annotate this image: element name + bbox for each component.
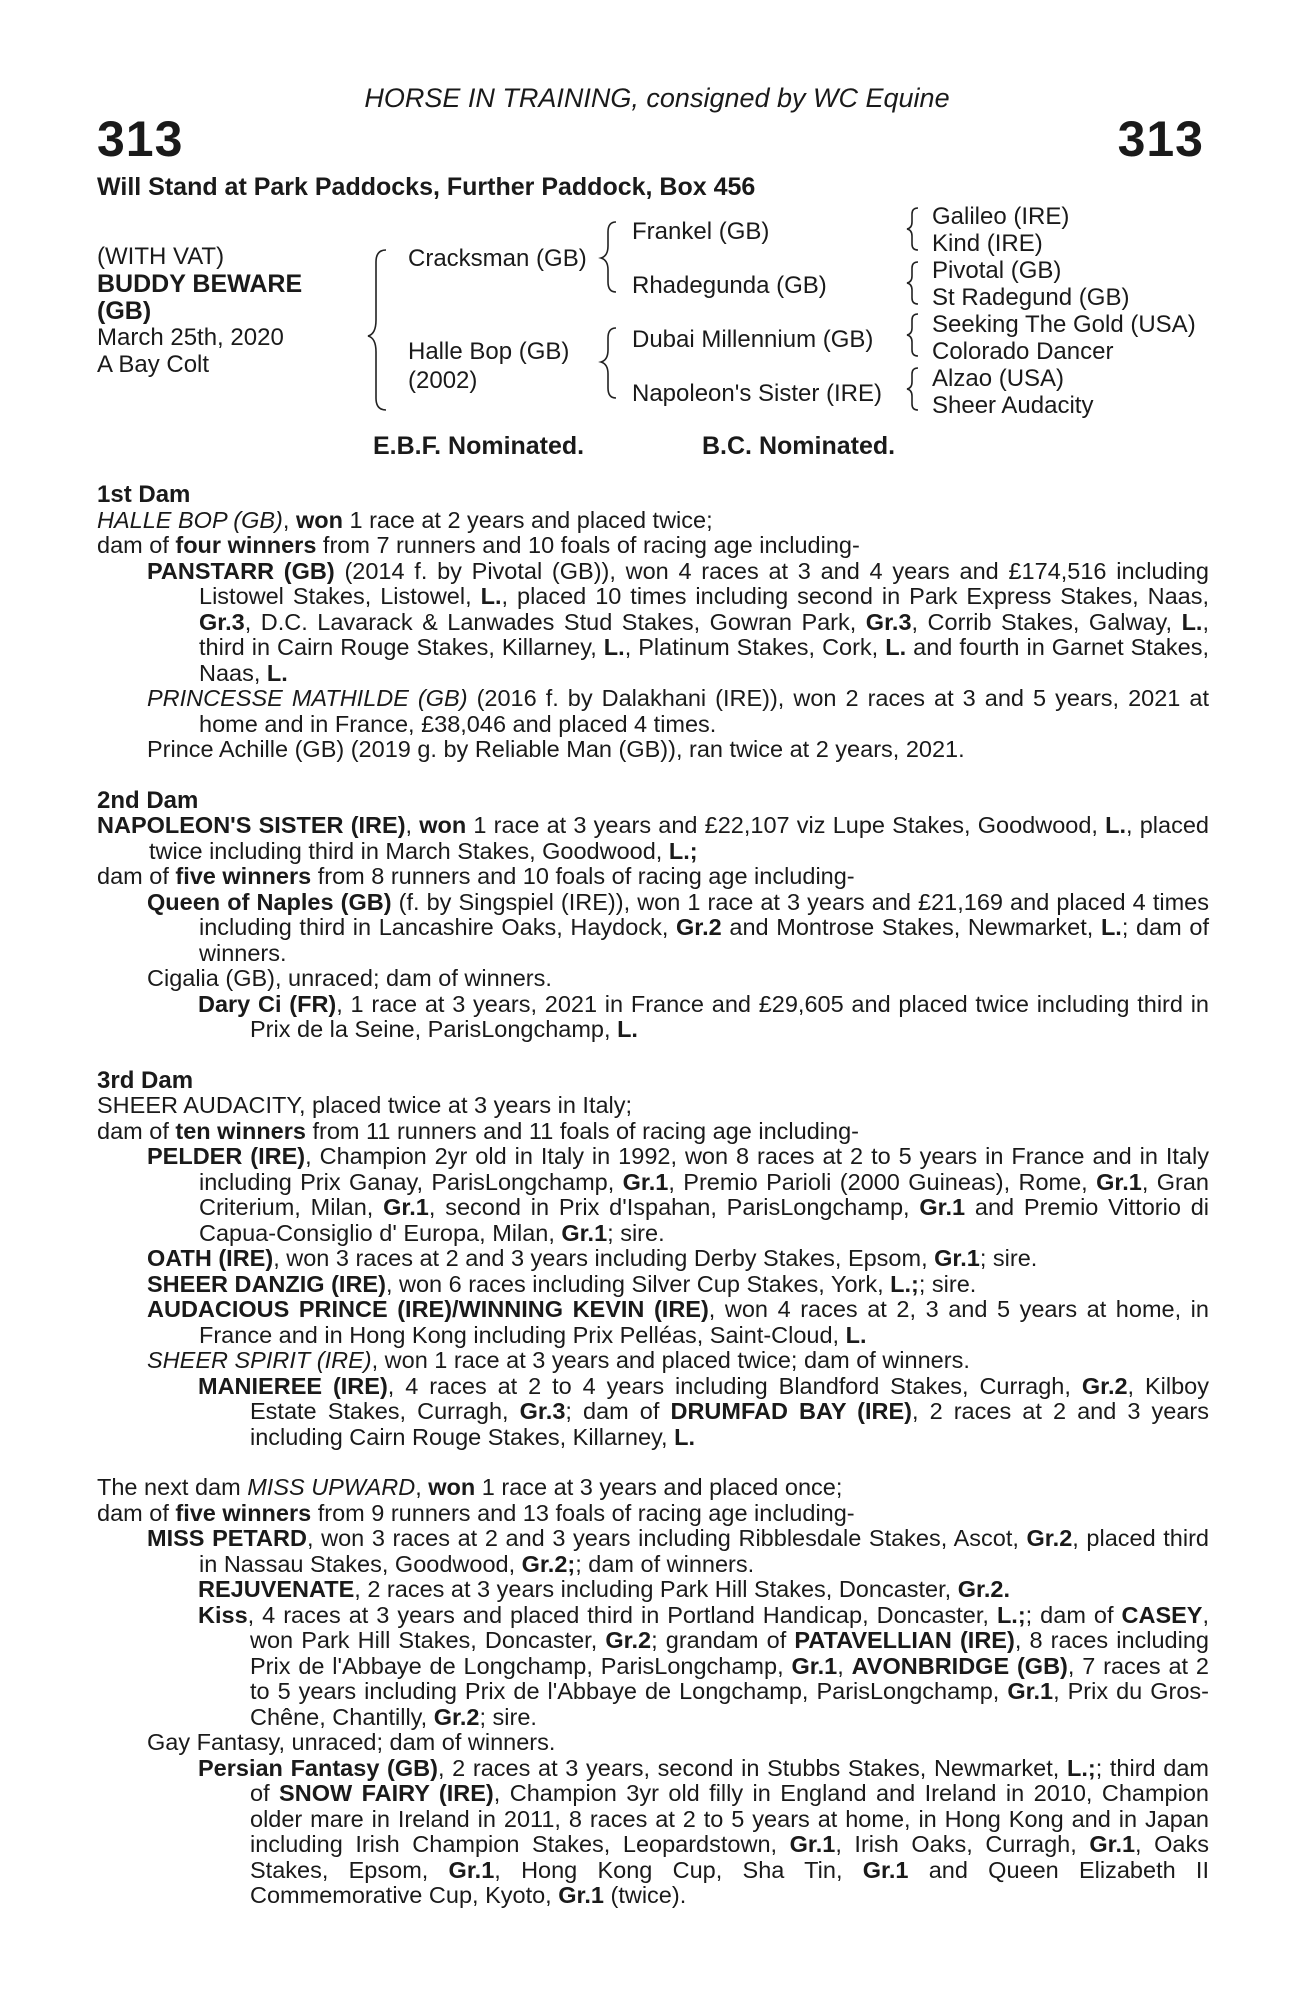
section-heading-3rd-dam: 3rd Dam <box>97 1066 194 1094</box>
sire-sire-sire: Galileo (IRE) <box>932 203 1070 230</box>
sire: Cracksman (GB) <box>408 245 587 272</box>
produce-entry: MANIEREE (IRE), 4 races at 2 to 4 years including Blandford Stakes, Curragh, Gr.2, Kilboy Estate Stakes, Curragh, Gr.3; dam of DRUMFAD BAY (IRE), 2 races at 2 and 3 years including Cairn Rouge Stakes, Killarney, L. <box>198 1372 1209 1450</box>
catalogue-header: HORSE IN TRAINING, consigned by WC Equine <box>364 83 950 113</box>
horse-description: A Bay Colt <box>97 351 210 378</box>
produce-entry: Dary Ci (FR), 1 race at 3 years, 2021 in France and £29,605 and placed twice including third in Prix de la Seine, ParisLongchamp, L. <box>198 990 1209 1042</box>
horse-name: BUDDY BEWARE <box>97 270 303 298</box>
dam-year: (2002) <box>408 367 478 394</box>
produce-entry: Kiss, 4 races at 3 years and placed third in Portland Handicap, Doncaster, L.;; dam of CASEY, won Park Hill Stakes, Doncaster, Gr.2; grandam of PATAVELLIAN (IRE), 8 races including Prix de l'Abbaye de Longchamp, ParisLongchamp, Gr.1, AVONBRIDGE (GB), 7 races at 2 to 5 years including Prix de l'Abbaye de Longchamp, ParisLongchamp, Gr.1, Prix du Gros-Chêne, Chantilly, Gr.2; sire. <box>198 1601 1209 1730</box>
dam3-summary: SHEER AUDACITY, placed twice at 3 years in Italy; <box>97 1092 633 1118</box>
next-dam-summary: The next dam MISS UPWARD, won 1 race at 3 years and placed once; <box>97 1474 843 1500</box>
sire-dam-dam: St Radegund (GB) <box>932 284 1130 311</box>
dam-dam-sire: Alzao (USA) <box>932 365 1065 392</box>
section-heading-1st-dam: 1st Dam <box>97 481 191 508</box>
produce-entry: SHEER DANZIG (IRE), won 6 races including Silver Cup Stakes, York, L.;; sire. <box>147 1270 977 1297</box>
produce-entry: OATH (IRE), won 3 races at 2 and 3 years including Derby Stakes, Epsom, Gr.1; sire. <box>147 1245 1038 1271</box>
dam-sire-dam: Colorado Dancer <box>932 338 1114 365</box>
produce-entry: Prince Achille (GB) (2019 g. by Reliable Man (GB)), ran twice at 2 years, 2021. <box>147 736 965 762</box>
foaling-date: March 25th, 2020 <box>97 324 284 351</box>
dam2-produce-summary: dam of five winners from 8 runners and 10 foals of racing age including- <box>97 863 855 889</box>
dam3-produce-summary: dam of ten winners from 11 runners and 11 foals of racing age including- <box>97 1117 859 1144</box>
vat-label: (WITH VAT) <box>97 243 225 270</box>
bc-nomination: B.C. Nominated. <box>702 432 896 460</box>
produce-entry: PANSTARR (GB) (2014 f. by Pivotal (GB)), won 4 races at 3 and 4 years and £174,516 including Listowel Stakes, Listowel, L., placed 10 times including second in Park Express Stakes, Naas, Gr.3, D.C. Lavarack & Lanwades Stud Stakes, Gowran Park, Gr.3, Corrib Stakes, Galway, L., third in Cairn Rouge Stakes, Killarney, L., Platinum Stakes, Cork, L. and fourth in Garnet Stakes, Naas, L. <box>147 557 1210 686</box>
produce-entry: Persian Fantasy (GB), 2 races at 3 years, second in Stubbs Stakes, Newmarket, L.;; third dam of SNOW FAIRY (IRE), Champion 3yr old filly in England and Ireland in 2010, Champion older mare in Ireland in 2011, 8 races at 2 to 5 years at home, in Hong Kong and in Japan including Irish Champion Stakes, Leopardstown, Gr.1, Irish Oaks, Curragh, Gr.1, Oaks Stakes, Epsom, Gr.1, Hong Kong Cup, Sha Tin, Gr.1 and Queen Elizabeth II Commemorative Cup, Kyoto, Gr.1 (twice). <box>198 1754 1209 1908</box>
section-heading-2nd-dam: 2nd Dam <box>97 786 199 814</box>
dam-dam-dam: Sheer Audacity <box>932 392 1094 419</box>
produce-entry: PELDER (IRE), Champion 2yr old in Italy in 1992, won 8 races at 2 to 5 years in France and in Italy including Prix Ganay, ParisLongchamp, Gr.1, Premio Parioli (2000 Guineas), Rome, Gr.1, Gran Criterium, Milan, Gr.1, second in Prix d'Ispahan, ParisLongchamp, Gr.1 and Premio Vittorio di Capua-Consiglio d' Europa, Milan, Gr.1; sire. <box>147 1143 1209 1246</box>
produce-entry: Queen of Naples (GB) (f. by Singspiel (IRE)), won 1 race at 3 years and £21,169 and placed 4 times including third in Lancashire Oaks, Haydock, Gr.2 and Montrose Stakes, Newmarket, L.; dam of winners. <box>147 888 1209 966</box>
ebf-nomination: E.B.F. Nominated. <box>373 432 585 460</box>
stand-location: Will Stand at Park Paddocks, Further Paddock, Box 456 <box>97 173 756 201</box>
lot-number-right: 313 <box>1117 111 1204 167</box>
next-dam-produce-summary: dam of five winners from 9 runners and 13 foals of racing age including- <box>97 1499 855 1526</box>
dam1-name: HALLE BOP (GB) <box>97 506 283 533</box>
lot-number-left: 313 <box>97 111 184 167</box>
catalogue-body <box>97 482 1209 1909</box>
produce-entry: Cigalia (GB), unraced; dam of winners. <box>147 965 552 991</box>
sire-sire-dam: Kind (IRE) <box>932 230 1043 257</box>
horse-name-suffix: (GB) <box>97 297 152 325</box>
sire-dam: Rhadegunda (GB) <box>632 272 827 299</box>
dam1-produce-summary: dam of four winners from 7 runners and 10 foals of racing age including- <box>97 532 860 558</box>
dam-dam: Napoleon's Sister (IRE) <box>632 380 883 407</box>
sire-sire: Frankel (GB) <box>632 218 770 245</box>
produce-entry: AUDACIOUS PRINCE (IRE)/WINNING KEVIN (IRE), won 4 races at 2, 3 and 5 years at home, in France and in Hong Kong including Prix Pelléas, Saint-Cloud, L. <box>147 1296 1209 1348</box>
dam-sire-sire: Seeking The Gold (USA) <box>932 311 1196 338</box>
dam-sire: Dubai Millennium (GB) <box>632 326 874 353</box>
produce-entry: MISS PETARD, won 3 races at 2 and 3 years including Ribblesdale Stakes, Ascot, Gr.2, placed third in Nassau Stakes, Goodwood, Gr.2;; dam of winners. <box>147 1525 1209 1577</box>
sire-dam-sire: Pivotal (GB) <box>932 257 1062 284</box>
dam1-summary: HALLE BOP (GB), won 1 race at 2 years and placed twice; <box>97 506 713 533</box>
produce-entry: Gay Fantasy, unraced; dam of winners. <box>147 1729 556 1755</box>
dam: Halle Bop (GB) <box>408 338 570 365</box>
dam2-summary: NAPOLEON'S SISTER (IRE), won 1 race at 3 years and £22,107 viz Lupe Stakes, Goodwood, L., placed twice including third in March Stakes, Goodwood, L.; <box>97 812 1209 864</box>
produce-entry: REJUVENATE, 2 races at 3 years including Park Hill Stakes, Doncaster, Gr.2. <box>198 1576 1010 1602</box>
produce-entry: SHEER SPIRIT (IRE), won 1 race at 3 years and placed twice; dam of winners. <box>147 1347 970 1373</box>
produce-entry: PRINCESSE MATHILDE (GB) (2016 f. by Dalakhani (IRE)), won 2 races at 3 and 5 years, 2021 at home and in France, £38,046 and placed 4 times. <box>147 685 1209 737</box>
